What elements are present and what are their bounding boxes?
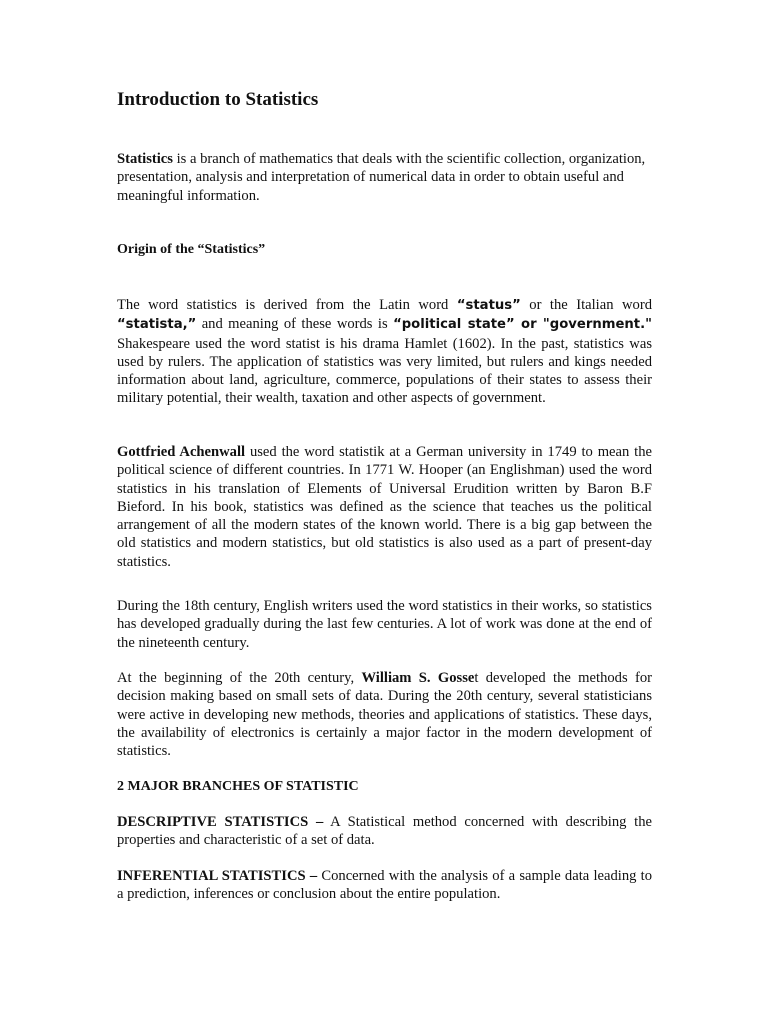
page-title: Introduction to Statistics bbox=[117, 89, 319, 110]
word-statista: “statista,” bbox=[117, 317, 197, 333]
origin-text-1: The word statistics is derived from the Latin word bbox=[117, 297, 457, 313]
origin-text-3: and meaning of these words is bbox=[196, 316, 394, 333]
achenwall-text: used the word statistik at a German university in 1749 to mean the political science of different countries. In 1771 W. Hooper (an Englishman) used the word statistics in his translation of Elements of Universal Erudition written by Baron B.F Bieford. In his book, statistics was defined as the science that teaches us the political arrangement of all the modern states of the known world. There is a big gap between the old statistics and modern statistics, but old statistics is also used as a part of present-day statistics. bbox=[117, 444, 652, 570]
gosset-paragraph bbox=[117, 669, 652, 760]
descriptive-text: A Statistical method concerned with describing the properties and characteristic of a set of data. bbox=[117, 814, 652, 849]
gosset-text-1: At the beginning of the 20th century, bbox=[117, 670, 362, 686]
word-political-state: “political state” or "government." bbox=[393, 317, 652, 333]
origin-text-4: Shakespeare used the word statist is his drama Hamlet (1602). In the past, statistics was used by rulers. The application of statistics was very limited, but rulers and kings needed information about land, agriculture, commerce, populations of their states to assess their military potential, their wealth, taxation and other aspects of government. bbox=[117, 335, 652, 407]
descriptive-label: DESCRIPTIVE STATISTICS – bbox=[117, 814, 324, 830]
inferential-paragraph bbox=[117, 867, 652, 904]
intro-text: is a branch of mathematics that deals with the scientific collection, organization, presentation, analysis and interpretation of numerical data in order to obtain useful and meaningful information. bbox=[117, 151, 646, 204]
achenwall-paragraph bbox=[117, 443, 652, 571]
achenwall-name: Gottfried Achenwall bbox=[117, 444, 246, 460]
gosset-name: William S. Gosse bbox=[361, 670, 475, 686]
origin-heading: Origin of the “Statistics” bbox=[117, 242, 266, 257]
inferential-label: INFERENTIAL STATISTICS – bbox=[117, 868, 318, 884]
century18-paragraph: During the 18th century, English writers used the word statistics in their works, so statistics has developed gradually during the last few centuries. A lot of work was done at the end of the nineteenth century. bbox=[117, 598, 652, 651]
intro-term: Statistics bbox=[117, 151, 173, 167]
gosset-text-2: t developed the methods for decision making based on small sets of data. During the 20th century, several statisticians were active in developing new methods, theories and applications of statistics. These days, the availability of electronics is certainly a major factor in the modern development of statistics. bbox=[117, 670, 652, 760]
intro-paragraph bbox=[117, 150, 652, 205]
origin-paragraph bbox=[117, 296, 652, 408]
branches-heading: 2 MAJOR BRANCHES OF STATISTIC bbox=[117, 779, 359, 794]
descriptive-paragraph bbox=[117, 813, 652, 850]
word-status: “status” bbox=[456, 298, 521, 313]
origin-text-2: or the Italian word bbox=[520, 297, 652, 313]
inferential-text: Concerned with the analysis of a sample data leading to a prediction, inferences or conclusion about the entire population. bbox=[117, 868, 652, 903]
